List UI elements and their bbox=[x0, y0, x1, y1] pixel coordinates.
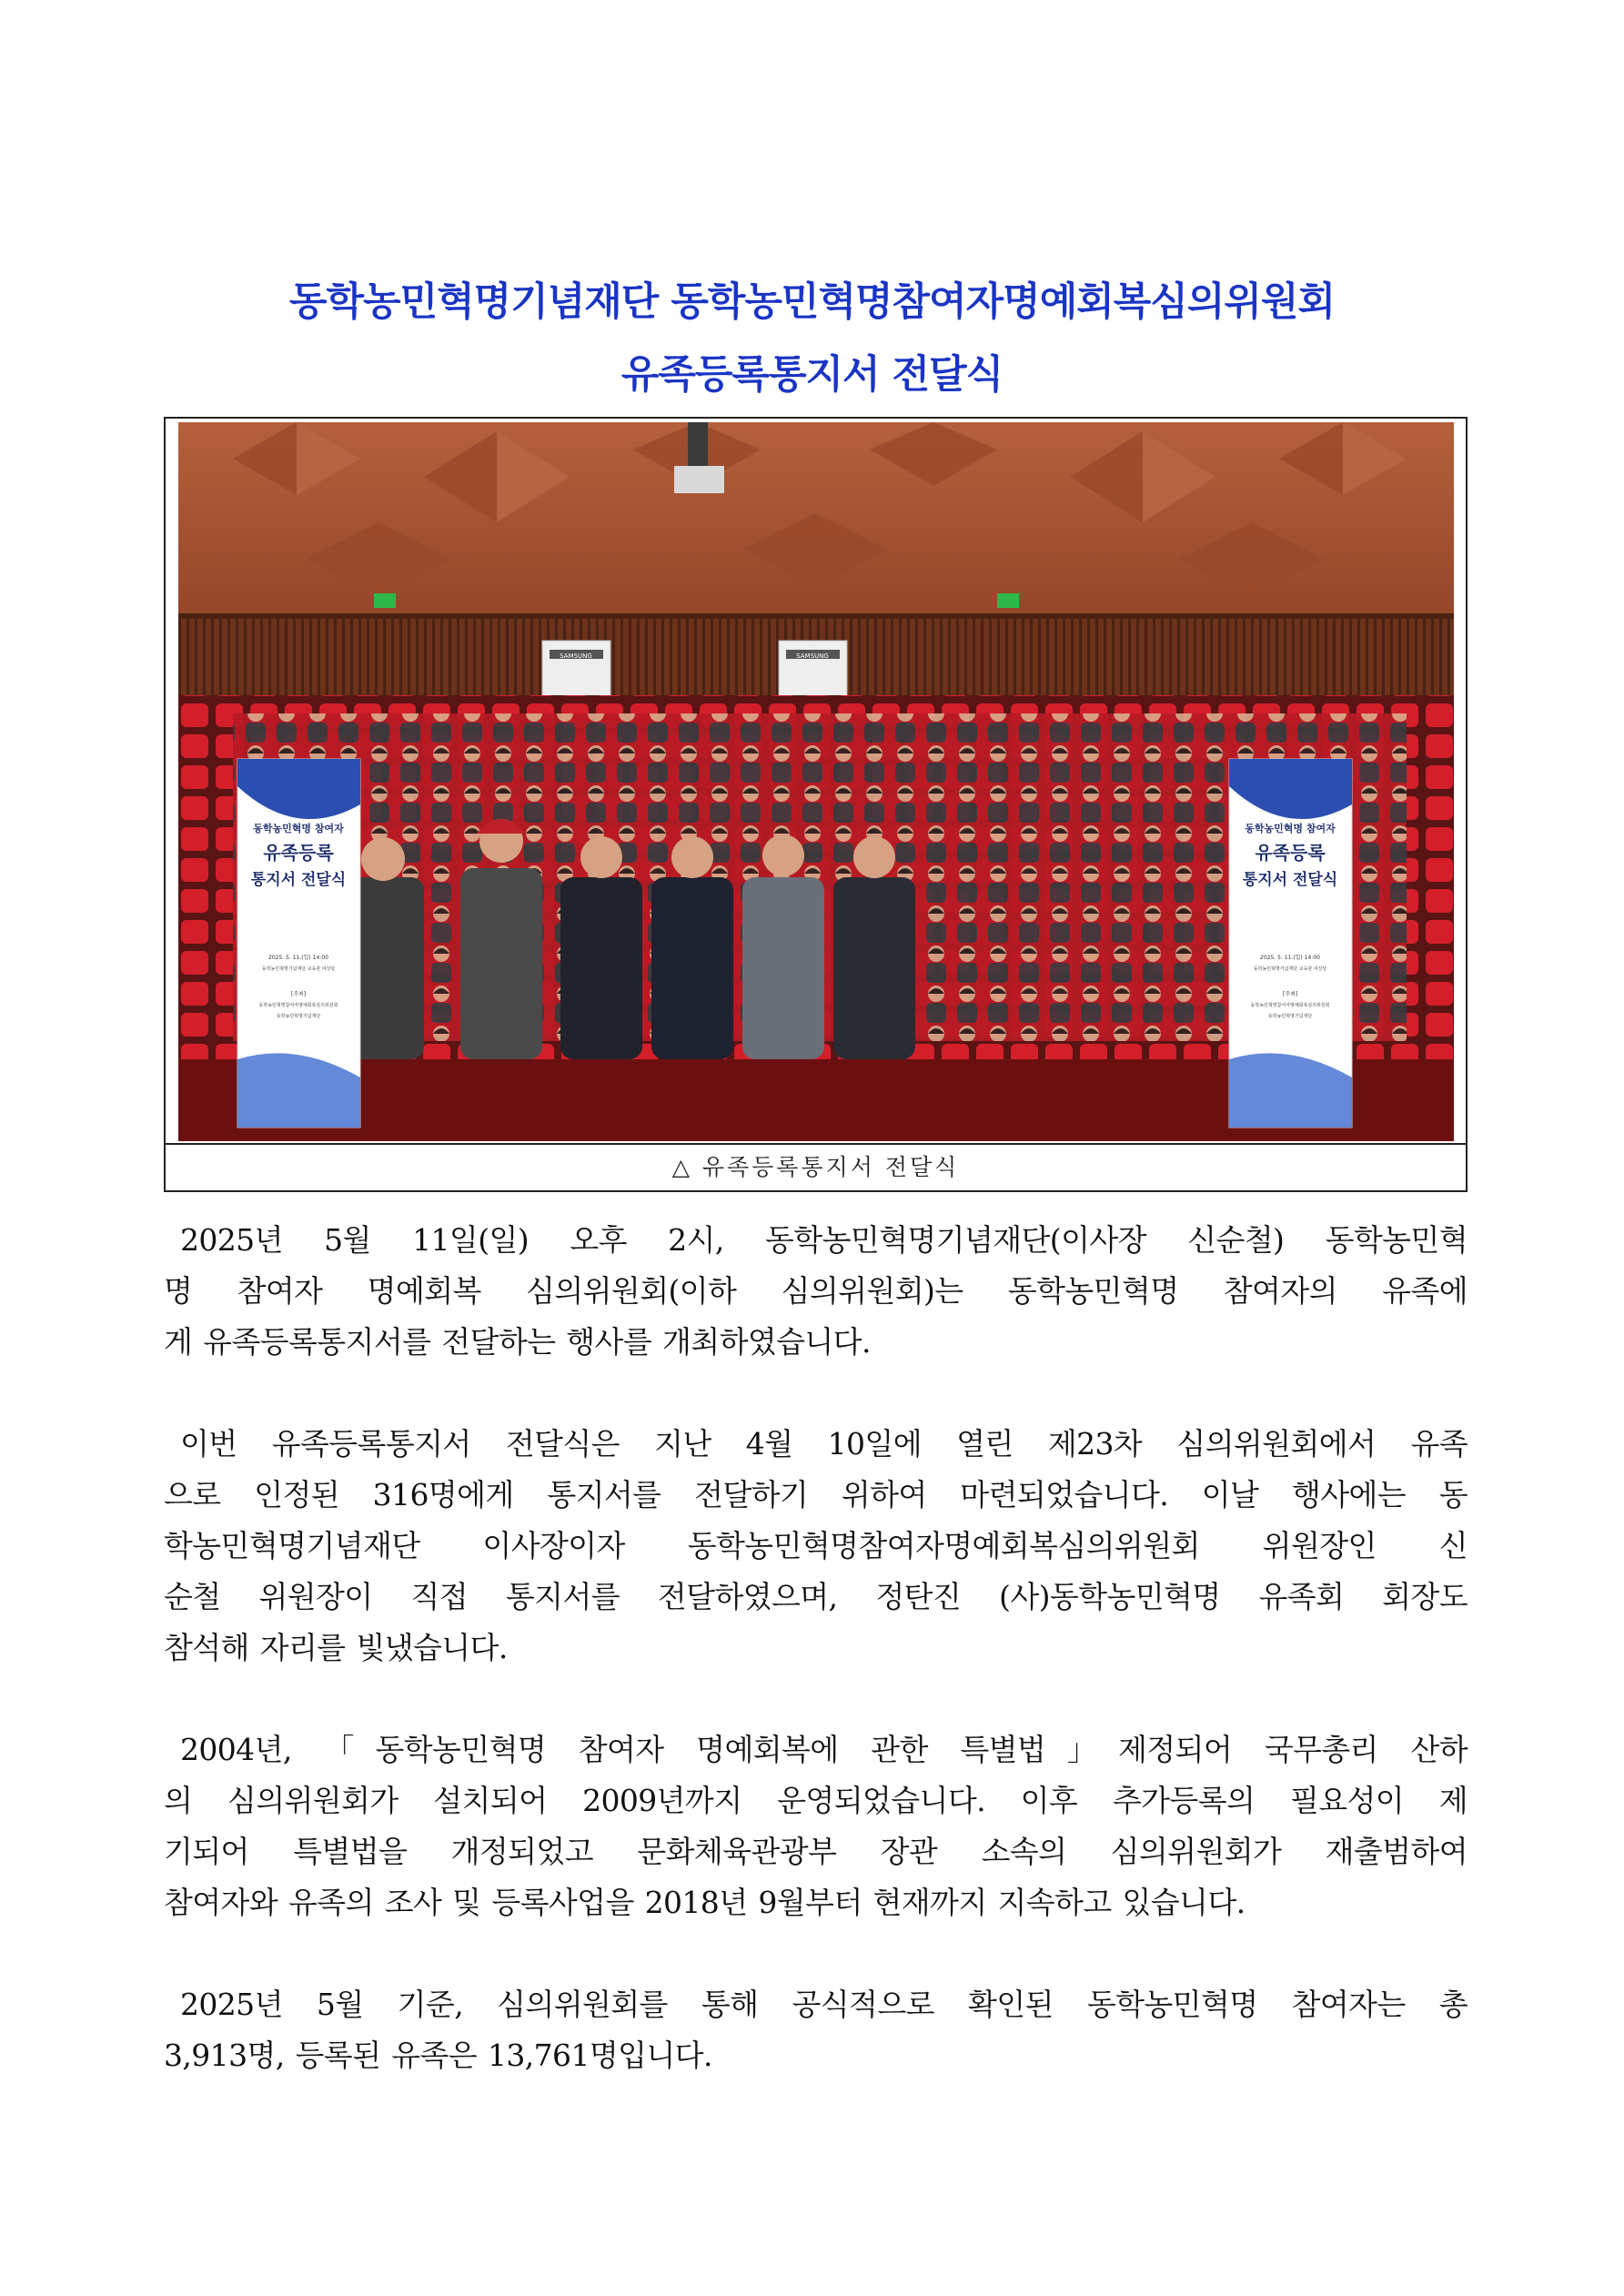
paragraph-line: 2025년 5월 11일(일) 오후 2시, 동학농민혁명기념재단(이사장 신순철) 동학농민혁 bbox=[180, 1222, 1468, 1258]
title-line-2: 유족등록통지서 전달식 bbox=[620, 352, 1004, 398]
ac-right-label: SAMSUNG bbox=[796, 652, 829, 660]
photo-caption: △ 유족등록통지서 전달식 bbox=[166, 1143, 1466, 1190]
body-text bbox=[164, 1215, 1468, 2132]
paragraph-3 bbox=[164, 1725, 1468, 1928]
banner-right-venue: 동학농민혁명기념재단 교육관 여강당 bbox=[1253, 966, 1327, 972]
banner-left-line2: 유족등록 bbox=[263, 842, 334, 864]
photo-figure bbox=[164, 417, 1468, 1192]
banner-right-line2: 유족등록 bbox=[1255, 842, 1326, 864]
event-photo bbox=[178, 422, 1454, 1141]
paragraph-line: 학농민혁명기념재단 이사장이자 동학농민혁명참여자명예회복심의위원회 위원장인 신 bbox=[164, 1528, 1468, 1563]
banner-right-host1: 동학농민혁명참여자명예회복심의위원회 bbox=[1250, 1003, 1330, 1008]
paragraph-line: 2004년, 「동학농민혁명 참여자 명예회복에 관한 특별법」제정되어 국무총리 산하 bbox=[180, 1732, 1468, 1767]
paragraph-line: 3,913명, 등록된 유족은 13,761명입니다. bbox=[164, 2038, 712, 2073]
paragraph-2 bbox=[164, 1419, 1468, 1674]
banner-left-line1: 동학농민혁명 참여자 bbox=[253, 823, 344, 834]
paragraph-line: 의 심의위원회가 설치되어 2009년까지 운영되었습니다. 이후 추가등록의 필요성이 제 bbox=[164, 1783, 1468, 1818]
banner-left bbox=[237, 759, 360, 1128]
ac-left-label: SAMSUNG bbox=[560, 652, 592, 660]
auditorium-photo-illustration bbox=[178, 422, 1454, 1141]
banner-right-line3: 통지서 전달식 bbox=[1242, 871, 1338, 889]
banner-right-host2: 동학농민혁명기념재단 bbox=[1267, 1014, 1313, 1019]
paragraph-line: 순철 위원장이 직접 통지서를 전달하였으며, 정탄진 (사)동학농민혁명 유족회 회장도 bbox=[164, 1579, 1468, 1614]
paragraph-1 bbox=[164, 1215, 1468, 1368]
banner-right bbox=[1229, 759, 1352, 1128]
paragraph-line: 명 참여자 명예회복 심의위원회(이하 심의위원회)는 동학농민혁명 참여자의 유족에 bbox=[164, 1273, 1468, 1309]
document-title bbox=[0, 266, 1624, 411]
paragraph-line: 게 유족등록통지서를 전달하는 행사를 개최하였습니다. bbox=[164, 1324, 871, 1360]
paragraph-line: 기되어 특별법을 개정되었고 문화체육관광부 장관 소속의 심의위원회가 재출범하여 bbox=[164, 1834, 1468, 1869]
banner-right-date: 2025. 5. 11.(일) 14:00 bbox=[1260, 955, 1320, 961]
paragraph-line: 2025년 5월 기준, 심의위원회를 통해 공식적으로 확인된 동학농민혁명 참여자는 총 bbox=[180, 1987, 1468, 2022]
title-line-1: 동학농민혁명기념재단 동학농민혁명참여자명예회복심의위원회 bbox=[288, 279, 1336, 325]
paragraph-line: 으로 인정된 316명에게 통지서를 전달하기 위하여 마련되었습니다. 이날 행사에는 동 bbox=[164, 1477, 1468, 1512]
banner-left-host2: 동학농민혁명기념재단 bbox=[276, 1014, 321, 1019]
banner-left-host-label: [주최] bbox=[290, 991, 307, 997]
banner-right-line1: 동학농민혁명 참여자 bbox=[1245, 823, 1336, 834]
banner-right-host-label: [주최] bbox=[1282, 991, 1298, 997]
paragraph-line: 이번 유족등록통지서 전달식은 지난 4월 10일에 열린 제23차 심의위원회에서 유족 bbox=[180, 1426, 1468, 1462]
paragraph-4 bbox=[164, 1979, 1468, 2081]
banner-left-venue: 동학농민혁명기념재단 교육관 여강당 bbox=[261, 966, 336, 972]
paragraph-line: 참석해 자리를 빛냈습니다. bbox=[164, 1630, 508, 1665]
banner-left-line3: 통지서 전달식 bbox=[250, 871, 347, 889]
paragraph-line: 참여자와 유족의 조사 및 등록사업을 2018년 9월부터 현재까지 지속하고 있습니다. bbox=[164, 1885, 1246, 1920]
banner-left-host1: 동학농민혁명참여자명예회복심의위원회 bbox=[258, 1003, 338, 1008]
banner-left-date: 2025. 5. 11.(일) 14:00 bbox=[268, 955, 328, 961]
